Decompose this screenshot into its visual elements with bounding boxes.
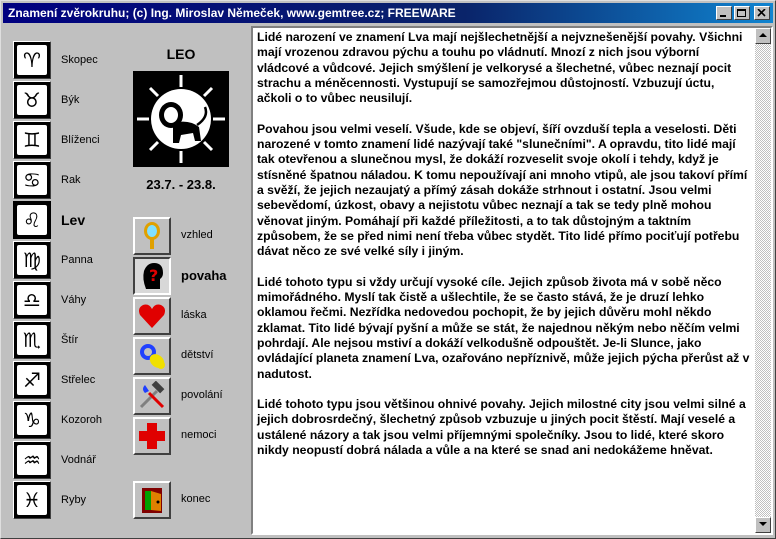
scroll-down-button[interactable]: [755, 517, 771, 533]
category-button[interactable]: [133, 481, 171, 519]
description-paragraph: Lidé tohoto typu si vždy určují vysoké cíle. Jejich způsob života má v sobě něco mimořádného. Myslí tak čistě a ušlechtile, že se často stává, že je druzí lehko oklamou řečmi. Nezřídka nedovedou pochopit, že by jejich důvěru mohl někdo zklamat. Tito lidé bývají pyšní a může se stát, že najednou někým nebo něčím velmi pohrdají. Ale nejsou mstiví a dokáží velkodušně odpouštět. Je-li Slunce, jako ovládající planeta znamení Lva, ozařováno nepříznivě, může jejich pýcha přerůst až v nadutost.: [257, 274, 750, 381]
window-title: Znamení zvěrokruhu; (c) Ing. Miroslav Němeček, www.gemtree.cz; FREEWARE: [8, 6, 456, 20]
description-paragraph: Lidé narození ve znamení Lva mají nejšlechetnější a nejvznešenější povahy. Všichni mají vrozenou zdravou pýchu a touhu po vládnutí. Mnozí z nich jsou výborní vládcové a vůdcové. Jejich smýšlení je velkorysé a šlechetné, vůbec neznají pocit strachu a méněcennosti. Vystupují se samozřejmou důstojností. Vzbuzují úctu, ačkoli o to vůbec neusilují.: [257, 30, 743, 106]
sign-item[interactable]: [13, 161, 81, 199]
sign-label: Skopec: [61, 54, 98, 66]
description-panel: [251, 26, 773, 535]
window-controls: [716, 6, 770, 20]
sign-picture-icon[interactable]: [13, 281, 51, 319]
zodiac-glyph-icon: ♐: [17, 365, 47, 395]
category-label: povaha: [181, 268, 227, 283]
sign-label: Rak: [61, 174, 81, 186]
selected-sign-name: LEO: [166, 46, 196, 62]
sign-item[interactable]: [13, 41, 98, 79]
category-label: dětství: [181, 349, 214, 361]
zodiac-glyph-icon: ♋: [17, 165, 47, 195]
zodiac-glyph-icon: ♍: [17, 245, 47, 275]
zodiac-glyph-icon: ♊: [17, 125, 47, 155]
category-button[interactable]: [133, 377, 171, 415]
sign-picture-icon[interactable]: [13, 41, 51, 79]
sign-label: Býk: [61, 94, 80, 106]
zodiac-glyph-icon: ♈: [17, 45, 47, 75]
category-button[interactable]: [133, 337, 171, 375]
maximize-icon: [737, 9, 747, 18]
mirror-icon: [138, 221, 166, 251]
sign-picture-icon[interactable]: [13, 361, 51, 399]
sign-picture-icon[interactable]: [13, 481, 51, 519]
minimize-icon: [719, 9, 729, 18]
category-button[interactable]: [133, 257, 171, 295]
maximize-button[interactable]: [734, 6, 750, 20]
sign-item[interactable]: [13, 241, 93, 279]
sign-label: Váhy: [61, 294, 87, 306]
category-label: nemoci: [181, 429, 217, 441]
pacifier-icon: [137, 341, 167, 371]
description-paragraph: Povahou jsou velmi veselí. Všude, kde se objeví, šíří ovzduší tepla a veselosti. Děti narozené v tomto znamení lidé nazývají také "slunečními". A opravdu, tito lidé mají tak otevřenou a slunečnou mysl, že dokáží rozveselit svoje okolí i tehdy, když je stísněné špatnou náladou. K tomu nepoužívají ani mnoho vtipů, ale jsou takoví přímí a svěží, že jejich nezaujatý a přímý zásah dokáže strhnout i ostatní. Jsou velmi sebevědomí, úzkost, obavy a nejistotu vůbec neznají a tak se tedy plně mohou věnovat jiným. Pomáhají při každé příležitosti, a to tak důstojným a taktním způsobem, že se před nimi není třeba vůbec stydět. Tito lidé přímo pociťují potřebu dávat něco ze své velké síly i jiným.: [257, 121, 748, 259]
zodiac-glyph-icon: ♑: [17, 405, 47, 435]
category-button[interactable]: [133, 217, 171, 255]
head-question-icon: [138, 261, 166, 291]
sign-item[interactable]: [13, 441, 96, 479]
category-button[interactable]: [133, 417, 171, 455]
arrow-up-icon: [759, 33, 768, 39]
zodiac-glyph-icon: ♌: [17, 205, 47, 235]
sign-picture-icon[interactable]: [13, 401, 51, 439]
lion-sun-emblem-icon: [133, 71, 229, 167]
scroll-up-button[interactable]: [755, 28, 771, 44]
zodiac-glyph-icon: ♏: [17, 325, 47, 355]
zodiac-glyph-icon: ♎: [17, 285, 47, 315]
sign-item[interactable]: [13, 481, 87, 519]
description-text: [253, 28, 755, 533]
close-button[interactable]: [754, 6, 770, 20]
zodiac-glyph-icon: ♒: [17, 445, 47, 475]
category-label: láska: [181, 309, 207, 321]
description-paragraph: Lidé tohoto typu jsou většinou ohnivé povahy. Jejich milostné city jsou velmi silné a jejich dobrosrdečný, šlechetný způsob vzbuzuje u jiných pocit štěstí. Mají veselé a ustálené názory a tak jsou velmi příjemnými společníky. Jsou to lidé, které skoro nikdy neopustí dobrá nálada a vůle a na které se snad ani nedokážeme hněvat.: [257, 397, 746, 458]
sign-picture-icon[interactable]: [13, 241, 51, 279]
sign-item[interactable]: [13, 81, 80, 119]
category-label: konec: [181, 493, 211, 505]
exit-door-icon: [137, 485, 167, 515]
svg-text:?: ?: [149, 266, 159, 285]
sign-picture-icon[interactable]: [13, 81, 51, 119]
red-cross-icon: [137, 421, 167, 451]
category-button[interactable]: [133, 297, 171, 335]
sign-item[interactable]: [13, 201, 86, 239]
sign-picture-icon[interactable]: [13, 161, 51, 199]
sign-label: Blíženci: [61, 134, 100, 146]
sign-item[interactable]: [13, 361, 96, 399]
sign-picture-icon[interactable]: [13, 441, 51, 479]
sign-item[interactable]: [13, 401, 102, 439]
zodiac-glyph-icon: ♉: [17, 85, 47, 115]
sign-label: Štír: [61, 334, 79, 346]
sign-item[interactable]: [13, 121, 100, 159]
sign-label: Střelec: [61, 374, 96, 386]
sign-item[interactable]: [13, 321, 79, 359]
zodiac-glyph-icon: ♓: [17, 485, 47, 515]
scroll-track[interactable]: [755, 44, 771, 517]
sign-picture-icon[interactable]: [13, 121, 51, 159]
heart-icon: [137, 302, 167, 330]
sign-label: Vodnář: [61, 454, 96, 466]
sign-label: Panna: [61, 254, 93, 266]
sign-label: Ryby: [61, 494, 87, 506]
close-icon: [757, 9, 767, 18]
sign-label: Kozoroh: [61, 414, 102, 426]
sign-picture-icon[interactable]: [13, 201, 51, 239]
title-bar[interactable]: [3, 3, 773, 23]
category-label: vzhled: [181, 229, 213, 241]
sign-picture-icon[interactable]: [13, 321, 51, 359]
vertical-scrollbar[interactable]: [755, 28, 771, 533]
arrow-down-icon: [759, 522, 768, 528]
sign-item[interactable]: [13, 281, 87, 319]
category-label: povolání: [181, 389, 223, 401]
hammer-tools-icon: [137, 381, 167, 411]
sign-label: Lev: [61, 212, 86, 228]
date-range: 23.7. - 23.8.: [146, 177, 216, 192]
minimize-button[interactable]: [716, 6, 732, 20]
